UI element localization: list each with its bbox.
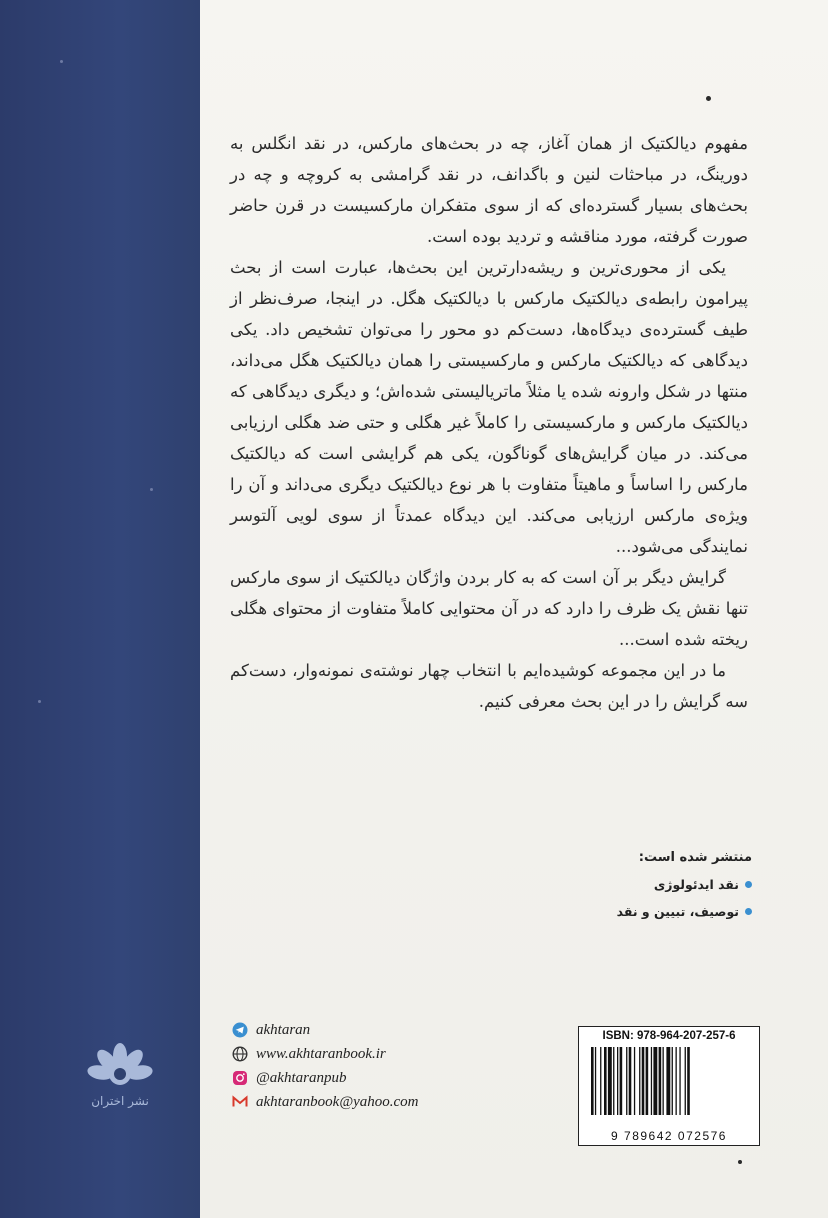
bullet-icon [745, 881, 752, 888]
published-item [540, 877, 752, 892]
contact-instagram[interactable] [232, 1066, 532, 1090]
published-item-label: نقد ایدئولوژی [653, 877, 739, 892]
telegram-handle: akhtaran [256, 1021, 311, 1038]
barcode-graphic [589, 1047, 751, 1129]
paper-speck [738, 1160, 742, 1164]
contact-telegram[interactable] [232, 1018, 532, 1042]
blurb-paragraph: یکی از محوری‌ترین و ریشه‌دارترین این بحث‌ها، عبارت است از بحث پیرامون رابطه‌ی دیالکتیک مارکس با دیالکتیک هگل. در اینجا، صرف‌نظر از طیف گسترده‌ی دیدگاه‌ها، دست‌کم دو محور را می‌توان تشخیص داد. یکی دیدگاهی که دیالکتیک مارکس و مارکسیستی را همان دیالکتیک هگل می‌داند، منتها در شکل وارونه شده یا مثلاً ماتریالیستی شده‌اش؛ و دیگری دیدگاهی که دیالکتیک مارکس و مارکسیستی را کاملاً غیر هگلی و حتی ضد هگلی ارزیابی می‌کند. در میان گرایش‌های گوناگون، یکی هم گرایشی است که دیالکتیک مارکس را اساساً و ماهیتاً متفاوت با هر نوع دیالکتیک دیگری می‌داند و آن را ویژه‌ی مارکس ارزیابی می‌کند. این دیدگاه عمدتاً از سوی لویی آلتوسر نمایندگی می‌شود... [230, 258, 748, 556]
telegram-icon [232, 1022, 248, 1038]
spine-speck [150, 488, 153, 491]
website-url: www.akhtaranbook.ir [256, 1045, 386, 1062]
published-item-label: توصیف، تبیین و نقد [616, 904, 739, 919]
blurb-text [230, 128, 748, 717]
instagram-handle: @akhtaranpub [256, 1069, 347, 1086]
isbn-box [578, 1026, 760, 1146]
contacts-list [232, 1018, 532, 1114]
contact-email[interactable] [232, 1090, 532, 1114]
publisher-name: نشر اختران [91, 1094, 149, 1108]
blurb-paragraph: گرایش دیگر بر آن است که به کار بردن واژگان دیالکتیک از سوی مارکس تنها نقش یک ظرف را دارد که در آن محتوایی کاملاً متفاوت از محتوای هگلی ریخته شده است... [230, 568, 748, 649]
blurb-paragraph: ما در این مجموعه کوشیده‌ایم با انتخاب چهار نوشته‌ی نمونه‌وار، دست‌کم سه گرایش را در این بحث معرفی کنیم. [230, 661, 748, 711]
spine-speck [60, 60, 63, 63]
contact-website[interactable] [232, 1042, 532, 1066]
published-list [540, 850, 752, 931]
bullet-icon [745, 908, 752, 915]
email-address: akhtaranbook@yahoo.com [256, 1093, 419, 1110]
blurb-paragraph: مفهوم دیالکتیک از همان آغاز، چه در بحث‌های مارکس، در نقد انگلس به دورینگ، در مباحثات لنین و باگدانف، در نقد گرامشی به کروچه و چه در بحث‌های بسیار گسترده‌ای که از سوی متفکران مارکسیست در قرن حاضر صورت گرفته، مورد مناقشه و تردید بوده است. [230, 134, 748, 246]
instagram-icon [232, 1070, 248, 1086]
spine-speck [38, 700, 41, 703]
spine-panel [0, 0, 200, 1218]
email-icon [232, 1094, 248, 1110]
published-title: منتشر شده است: [638, 850, 752, 865]
globe-icon [232, 1046, 248, 1062]
paper-speck [706, 96, 711, 101]
isbn-label: ISBN: 978-964-207-257-6 [602, 1030, 736, 1042]
barcode-digits: 9 789642 072576 [611, 1129, 727, 1143]
published-item [540, 904, 752, 919]
